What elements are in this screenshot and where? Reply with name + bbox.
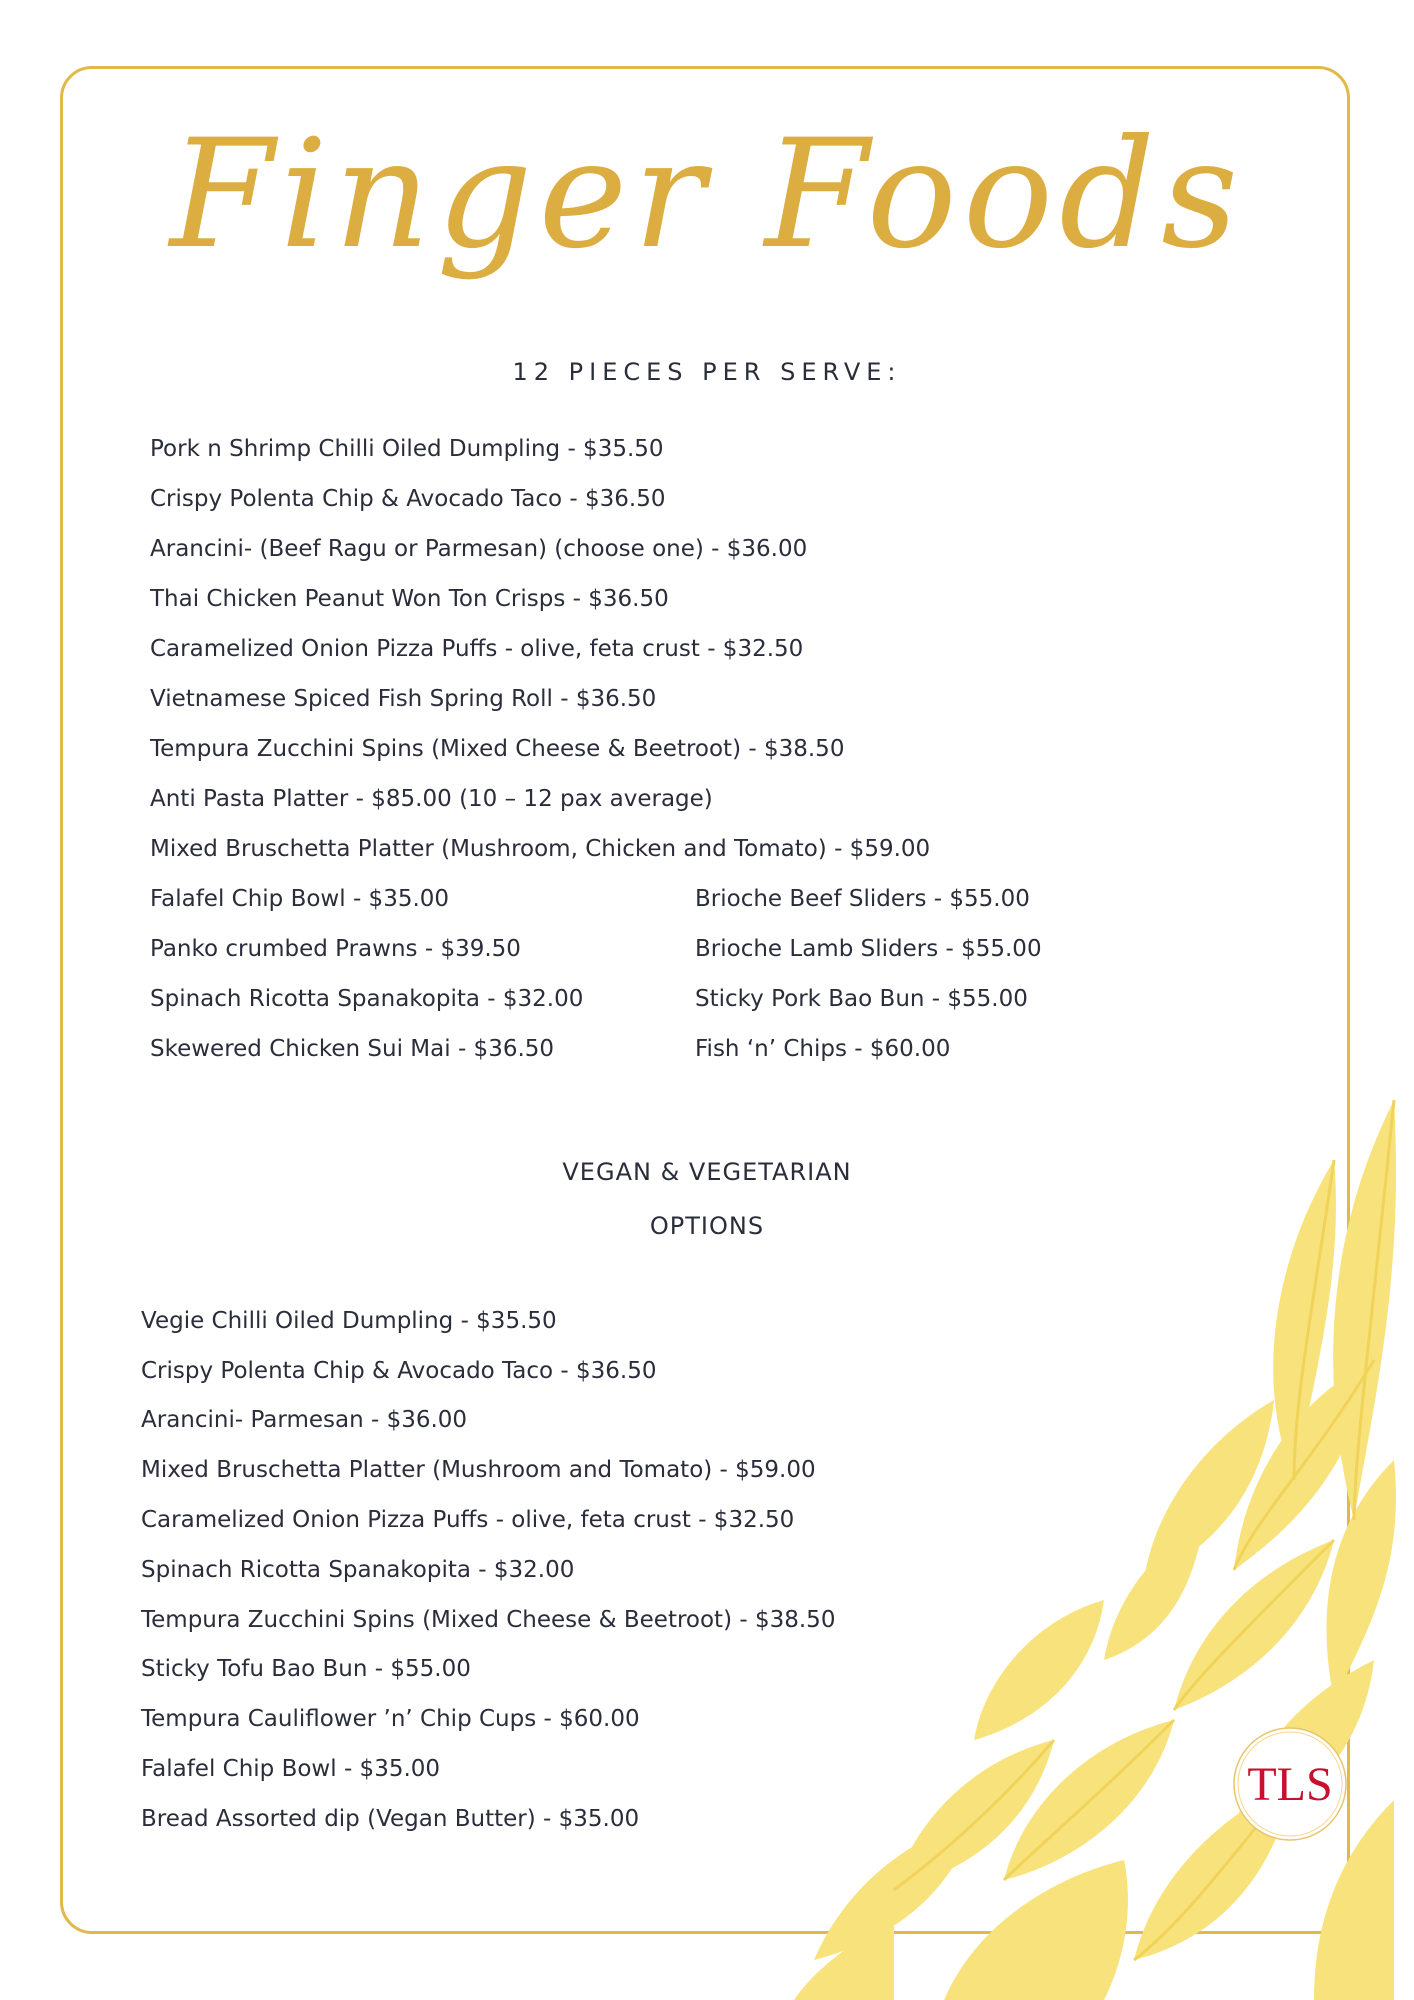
- vegan-heading-line1: VEGAN & VEGETARIAN: [562, 1158, 852, 1186]
- vegan-menu-item: Mixed Bruschetta Platter (Mushroom and Tomato) - $59.00: [141, 1457, 816, 1483]
- vegan-menu-item: Falafel Chip Bowl - $35.00: [141, 1756, 441, 1782]
- menu-item-right: Fish ‘n’ Chips - $60.00: [695, 1036, 951, 1062]
- vegan-menu-item: Bread Assorted dip (Vegan Butter) - $35.00: [141, 1806, 640, 1832]
- menu-item-left: Panko crumbed Prawns - $39.50: [150, 936, 521, 962]
- menu-item: Tempura Zucchini Spins (Mixed Cheese & Beetroot) - $38.50: [150, 736, 845, 762]
- vegan-menu-item: Crispy Polenta Chip & Avocado Taco - $36.50: [141, 1358, 657, 1384]
- menu-item: Thai Chicken Peanut Won Ton Crisps - $36.50: [150, 586, 669, 612]
- pieces-per-serve-label: 12 PIECES PER SERVE:: [512, 358, 902, 386]
- menu-item-left: Falafel Chip Bowl - $35.00: [150, 886, 450, 912]
- menu-item-right: Sticky Pork Bao Bun - $55.00: [695, 986, 1028, 1012]
- vegan-menu-item: Vegie Chilli Oiled Dumpling - $35.50: [141, 1308, 557, 1334]
- vegan-menu-item: Arancini- Parmesan - $36.00: [141, 1407, 468, 1433]
- menu-item-left: Skewered Chicken Sui Mai - $36.50: [150, 1036, 555, 1062]
- menu-item-left: Spinach Ricotta Spanakopita - $32.00: [150, 986, 584, 1012]
- menu-item: Arancini- (Beef Ragu or Parmesan) (choose one) - $36.00: [150, 536, 808, 562]
- menu-item: Pork n Shrimp Chilli Oiled Dumpling - $35.50: [150, 436, 664, 462]
- menu-item-right: Brioche Beef Sliders - $55.00: [695, 886, 1030, 912]
- tls-logo: [1232, 1726, 1348, 1842]
- menu-item: Caramelized Onion Pizza Puffs - olive, feta crust - $32.50: [150, 636, 804, 662]
- menu-item-right: Brioche Lamb Sliders - $55.00: [695, 936, 1042, 962]
- vegan-menu-item: Tempura Cauliflower ’n’ Chip Cups - $60.00: [141, 1706, 640, 1732]
- vegan-menu-item: Tempura Zucchini Spins (Mixed Cheese & Beetroot) - $38.50: [141, 1607, 836, 1633]
- menu-item: Crispy Polenta Chip & Avocado Taco - $36.50: [150, 486, 666, 512]
- menu-item: Anti Pasta Platter - $85.00 (10 – 12 pax average): [150, 786, 713, 812]
- menu-item: Mixed Bruschetta Platter (Mushroom, Chicken and Tomato) - $59.00: [150, 836, 931, 862]
- vegan-menu-item: Spinach Ricotta Spanakopita - $32.00: [141, 1557, 575, 1583]
- vegan-heading-line2: OPTIONS: [649, 1212, 765, 1240]
- vegan-menu-item: Caramelized Onion Pizza Puffs - olive, feta crust - $32.50: [141, 1507, 795, 1533]
- page-title: Finger Foods: [169, 108, 1245, 282]
- logo-text: TLS: [1247, 1758, 1333, 1811]
- vegan-menu-item: Sticky Tofu Bao Bun - $55.00: [141, 1656, 471, 1682]
- menu-item: Vietnamese Spiced Fish Spring Roll - $36.50: [150, 686, 657, 712]
